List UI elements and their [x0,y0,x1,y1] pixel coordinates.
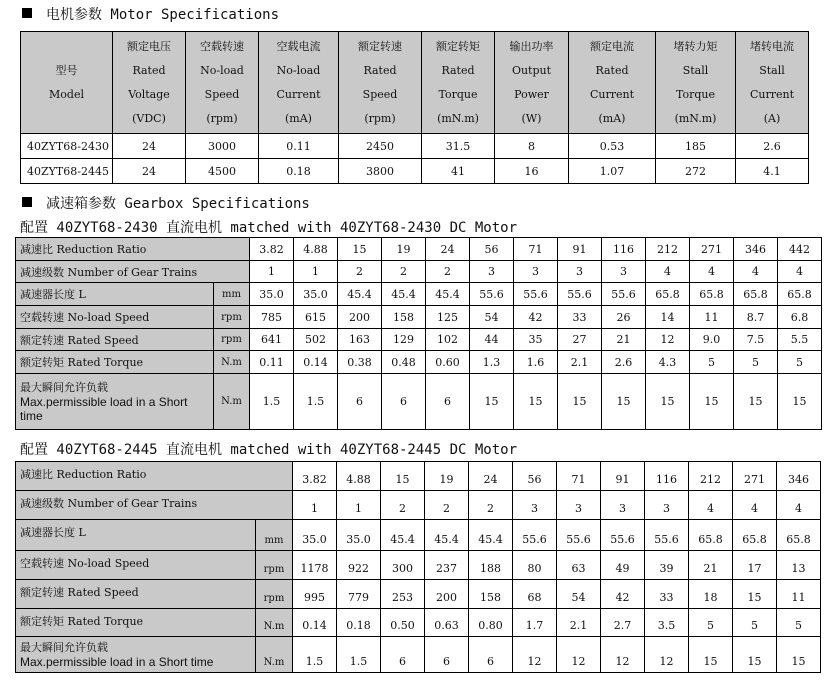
gearbox-table-row [16,637,821,673]
table-cell: 55.6 [513,520,557,551]
table-cell: 212 [689,462,733,491]
table-cell: 14 [646,306,690,329]
table-cell: 55.6 [557,520,601,551]
table-cell: 91 [558,238,602,261]
gearbox-table-row [16,491,821,520]
table-cell: 33 [645,580,689,609]
row-label: 空载转速 No-load Speed [16,551,256,580]
table-cell: 35.0 [250,283,294,306]
table-cell: 65.8 [733,520,777,551]
header-stall-torque: 堵转力矩 Stall Torque (mN.m) [656,32,736,134]
table-cell: 1.5 [293,637,337,673]
table-cell: 12 [601,637,645,673]
table-cell: 0.50 [381,609,425,637]
table-cell: 2 [338,261,382,283]
table-cell: 4 [689,491,733,520]
header-noload-current: 空载电流 No-load Current (mA) [259,32,339,134]
unit-cell: rpm [214,306,250,329]
table-cell: 65.8 [689,520,733,551]
table-cell: 0.18 [337,609,381,637]
table-cell: 3 [514,261,558,283]
table-cell: 24 [426,238,470,261]
table-cell: 3.5 [645,609,689,637]
table-cell: 2.1 [558,351,602,374]
table-cell: 19 [382,238,426,261]
gearbox-table-row [16,283,822,306]
gearbox-table-row [16,261,822,283]
table-cell: 15 [514,374,558,430]
table-cell: 6 [382,374,426,430]
table-cell: 55.6 [514,283,558,306]
table-cell: 55.6 [470,283,514,306]
table-cell: 31.5 [422,134,495,159]
table-cell: 15 [381,462,425,491]
table-cell: 5 [689,609,733,637]
table-cell: 15 [733,580,777,609]
table-cell: 0.14 [293,609,337,637]
table-cell: 45.4 [338,283,382,306]
table-cell: 65.8 [778,283,822,306]
table-cell: 188 [469,551,513,580]
table-cell: 200 [425,580,469,609]
table-cell: 8 [495,134,569,159]
table-cell: 6 [338,374,382,430]
table-cell: 21 [602,329,646,351]
table-cell: 641 [250,329,294,351]
table-cell: 3 [645,491,689,520]
table-cell: 45.4 [381,520,425,551]
table-cell: 102 [426,329,470,351]
table-cell: 2 [382,261,426,283]
gearbox-table-2430 [15,237,822,430]
row-label: 额定转速 Rated Speed [16,329,214,351]
table-cell: 212 [646,238,690,261]
table-cell: 129 [382,329,426,351]
table-cell: 6 [425,637,469,673]
table-cell: 65.8 [777,520,821,551]
motor-header-row [21,32,809,134]
row-label: 减速比 Reduction Ratio [16,462,293,491]
header-model: 型号 Model [21,32,113,134]
table-cell: 15 [689,637,733,673]
table-cell: 71 [514,238,558,261]
table-cell: 4 [778,261,822,283]
table-cell: 1 [250,261,294,283]
table-cell: 5 [733,609,777,637]
table-cell: 11 [690,306,734,329]
table-cell: 54 [470,306,514,329]
table-cell: 6 [469,637,513,673]
table-cell: 12 [513,637,557,673]
table-cell: 3 [470,261,514,283]
table-cell: 12 [645,637,689,673]
table-cell: 6 [381,637,425,673]
table-cell: 1.5 [294,374,338,430]
table-cell: 55.6 [602,283,646,306]
table-cell: 15 [778,374,822,430]
table-cell: 502 [294,329,338,351]
table-cell: 1178 [293,551,337,580]
table-cell: 2.1 [557,609,601,637]
table-cell: 4 [777,491,821,520]
table-cell: 2.7 [601,609,645,637]
row-label: 减速比 Reduction Ratio [16,238,250,261]
table-cell: 65.8 [734,283,778,306]
table-cell: 17 [733,551,777,580]
table-cell: 1.07 [569,159,656,184]
table-cell: 5 [690,351,734,374]
table-cell: 1.5 [250,374,294,430]
table-cell: 35 [514,329,558,351]
gearbox-table-row [16,462,821,491]
table-cell: 3.82 [293,462,337,491]
table-cell: 237 [425,551,469,580]
table-cell: 1.6 [514,351,558,374]
table-cell: 26 [602,306,646,329]
gearbox-table-row [16,374,822,430]
row-label: 空载转速 No-load Speed [16,306,214,329]
motor-specs-table [20,31,809,184]
table-cell: 158 [382,306,426,329]
table-cell: 0.18 [259,159,339,184]
header-stall-current: 堵转电流 Stall Current (A) [736,32,809,134]
header-output-power: 输出功率 Output Power (W) [495,32,569,134]
table-cell: 271 [690,238,734,261]
table-cell: 15 [734,374,778,430]
table-cell: 271 [733,462,777,491]
table-cell: 35.0 [293,520,337,551]
table-cell: 0.14 [294,351,338,374]
motor-table-row [21,134,809,159]
header-noload-speed: 空载转速 No-load Speed (rpm) [186,32,259,134]
table-cell: 15 [470,374,514,430]
motor-table-row [21,159,809,184]
table-cell: 253 [381,580,425,609]
table-cell: 15 [777,637,821,673]
table-cell: 15 [558,374,602,430]
table-cell: 0.11 [250,351,294,374]
header-rated-torque: 额定转矩 Rated Torque (mN.m) [422,32,495,134]
table-cell: 4.3 [646,351,690,374]
table-cell: 13 [777,551,821,580]
unit-cell: mm [256,520,293,551]
table-cell: 44 [470,329,514,351]
table-cell: 65.8 [646,283,690,306]
table-cell: 3 [558,261,602,283]
table-cell: 2 [381,491,425,520]
table-cell: 4.88 [294,238,338,261]
motor-section-title: 电机参数 Motor Specifications [22,4,279,24]
row-label: 额定转矩 Rated Torque [16,609,256,637]
table-cell: 11 [777,580,821,609]
table-cell: 5 [777,609,821,637]
table-cell: 18 [689,580,733,609]
table-cell: 1 [294,261,338,283]
table-cell: 4500 [186,159,259,184]
model-cell: 40ZYT68-2430 [21,134,113,159]
table-cell: 71 [557,462,601,491]
unit-cell: N.m [214,351,250,374]
table-cell: 5 [734,351,778,374]
table-cell: 7.5 [734,329,778,351]
table-cell: 24 [469,462,513,491]
table-cell: 45.4 [382,283,426,306]
table-cell: 3800 [339,159,422,184]
unit-cell: mm [214,283,250,306]
table-cell: 24 [113,159,186,184]
table-cell: 116 [645,462,689,491]
square-bullet-icon [22,197,32,207]
table-cell: 68 [513,580,557,609]
header-rated-voltage: 额定电压 Rated Voltage (VDC) [113,32,186,134]
row-label: 额定转矩 Rated Torque [16,351,214,374]
table-cell: 158 [469,580,513,609]
table-cell: 2 [469,491,513,520]
row-label: 减速器长度 L [16,520,256,551]
row-label: 减速级数 Number of Gear Trains [16,261,250,283]
table-cell: 12 [557,637,601,673]
header-rated-current: 额定电流 Rated Current (mA) [569,32,656,134]
table-cell: 779 [337,580,381,609]
table-cell: 2.6 [736,134,809,159]
table-cell: 200 [338,306,382,329]
table-cell: 6 [426,374,470,430]
table-cell: 45.4 [426,283,470,306]
table-cell: 42 [601,580,645,609]
table-cell: 56 [470,238,514,261]
gearbox-table-row [16,520,821,551]
table-cell: 442 [778,238,822,261]
table-cell: 15 [733,637,777,673]
table-cell: 9.0 [690,329,734,351]
table-cell: 4.88 [337,462,381,491]
table-cell: 163 [338,329,382,351]
gearbox-table-row [16,306,822,329]
table-cell: 63 [557,551,601,580]
table-cell: 0.53 [569,134,656,159]
table-cell: 2 [426,261,470,283]
table-cell: 2 [425,491,469,520]
table-cell: 55.6 [601,520,645,551]
table-cell: 1.3 [470,351,514,374]
table-cell: 49 [601,551,645,580]
table-cell: 3000 [186,134,259,159]
unit-cell: N.m [256,637,293,673]
table-cell: 1 [293,491,337,520]
table-cell: 56 [513,462,557,491]
table-cell: 6.8 [778,306,822,329]
table-cell: 300 [381,551,425,580]
table-cell: 45.4 [469,520,513,551]
table-cell: 15 [602,374,646,430]
unit-cell: rpm [256,551,293,580]
table-cell: 21 [689,551,733,580]
table-cell: 785 [250,306,294,329]
table-cell: 4 [734,261,778,283]
table-cell: 55.6 [645,520,689,551]
table-cell: 3 [602,261,646,283]
unit-cell: rpm [214,329,250,351]
table-cell: 24 [113,134,186,159]
table-cell: 3.82 [250,238,294,261]
gearbox-table-row [16,609,821,637]
row-label: 减速器长度 L [16,283,214,306]
table-cell: 1.7 [513,609,557,637]
table-cell: 346 [734,238,778,261]
table-cell: 615 [294,306,338,329]
header-rated-speed: 额定转速 Rated Speed (rpm) [339,32,422,134]
table-cell: 3 [557,491,601,520]
gearbox-table-row [16,551,821,580]
table-cell: 0.38 [338,351,382,374]
table-cell: 4 [690,261,734,283]
row-label: 最大瞬间允许负载 Max.permissible load in a Short time [16,637,256,673]
table-cell: 3 [601,491,645,520]
table-cell: 35.0 [294,283,338,306]
table-cell: 27 [558,329,602,351]
gearbox-table-row [16,351,822,374]
table-cell: 185 [656,134,736,159]
table-cell: 0.80 [469,609,513,637]
row-label: 减速级数 Number of Gear Trains [16,491,293,520]
gearbox-table-2445 [15,461,821,673]
model-cell: 40ZYT68-2445 [21,159,113,184]
table-cell: 35.0 [337,520,381,551]
gearbox-config-title-1: 配置 40ZYT68-2430 直流电机 matched with 40ZYT68-2430 DC Motor [20,220,518,236]
unit-cell: N.m [256,609,293,637]
table-cell: 4 [733,491,777,520]
table-cell: 0.48 [382,351,426,374]
table-cell: 0.60 [426,351,470,374]
table-cell: 16 [495,159,569,184]
table-cell: 922 [337,551,381,580]
table-cell: 15 [646,374,690,430]
table-cell: 15 [690,374,734,430]
row-label: 额定转速 Rated Speed [16,580,256,609]
table-cell: 8.7 [734,306,778,329]
table-cell: 1.5 [337,637,381,673]
table-cell: 45.4 [425,520,469,551]
table-cell: 4 [646,261,690,283]
gearbox-table-row [16,580,821,609]
unit-cell: N.m [214,374,250,430]
table-cell: 5 [778,351,822,374]
table-cell: 33 [558,306,602,329]
table-cell: 272 [656,159,736,184]
table-cell: 0.63 [425,609,469,637]
unit-cell: rpm [256,580,293,609]
table-cell: 2450 [339,134,422,159]
table-cell: 65.8 [690,283,734,306]
table-cell: 54 [557,580,601,609]
gearbox-config-title-2: 配置 40ZYT68-2445 直流电机 matched with 40ZYT68-2445 DC Motor [20,442,518,458]
table-cell: 0.11 [259,134,339,159]
table-cell: 116 [602,238,646,261]
gearbox-table-row [16,329,822,351]
table-cell: 39 [645,551,689,580]
table-cell: 995 [293,580,337,609]
table-cell: 12 [646,329,690,351]
gearbox-table-row [16,238,822,261]
table-cell: 91 [601,462,645,491]
table-cell: 3 [513,491,557,520]
table-cell: 1 [337,491,381,520]
gearbox-section-title: 减速箱参数 Gearbox Specifications [22,193,310,213]
table-cell: 125 [426,306,470,329]
table-cell: 346 [777,462,821,491]
table-cell: 80 [513,551,557,580]
table-cell: 19 [425,462,469,491]
table-cell: 42 [514,306,558,329]
table-cell: 5.5 [778,329,822,351]
table-cell: 4.1 [736,159,809,184]
table-cell: 55.6 [558,283,602,306]
table-cell: 2.6 [602,351,646,374]
square-bullet-icon [22,8,32,18]
table-cell: 41 [422,159,495,184]
table-cell: 15 [338,238,382,261]
row-label: 最大瞬间允许负载 Max.permissible load in a Short time [16,374,214,430]
